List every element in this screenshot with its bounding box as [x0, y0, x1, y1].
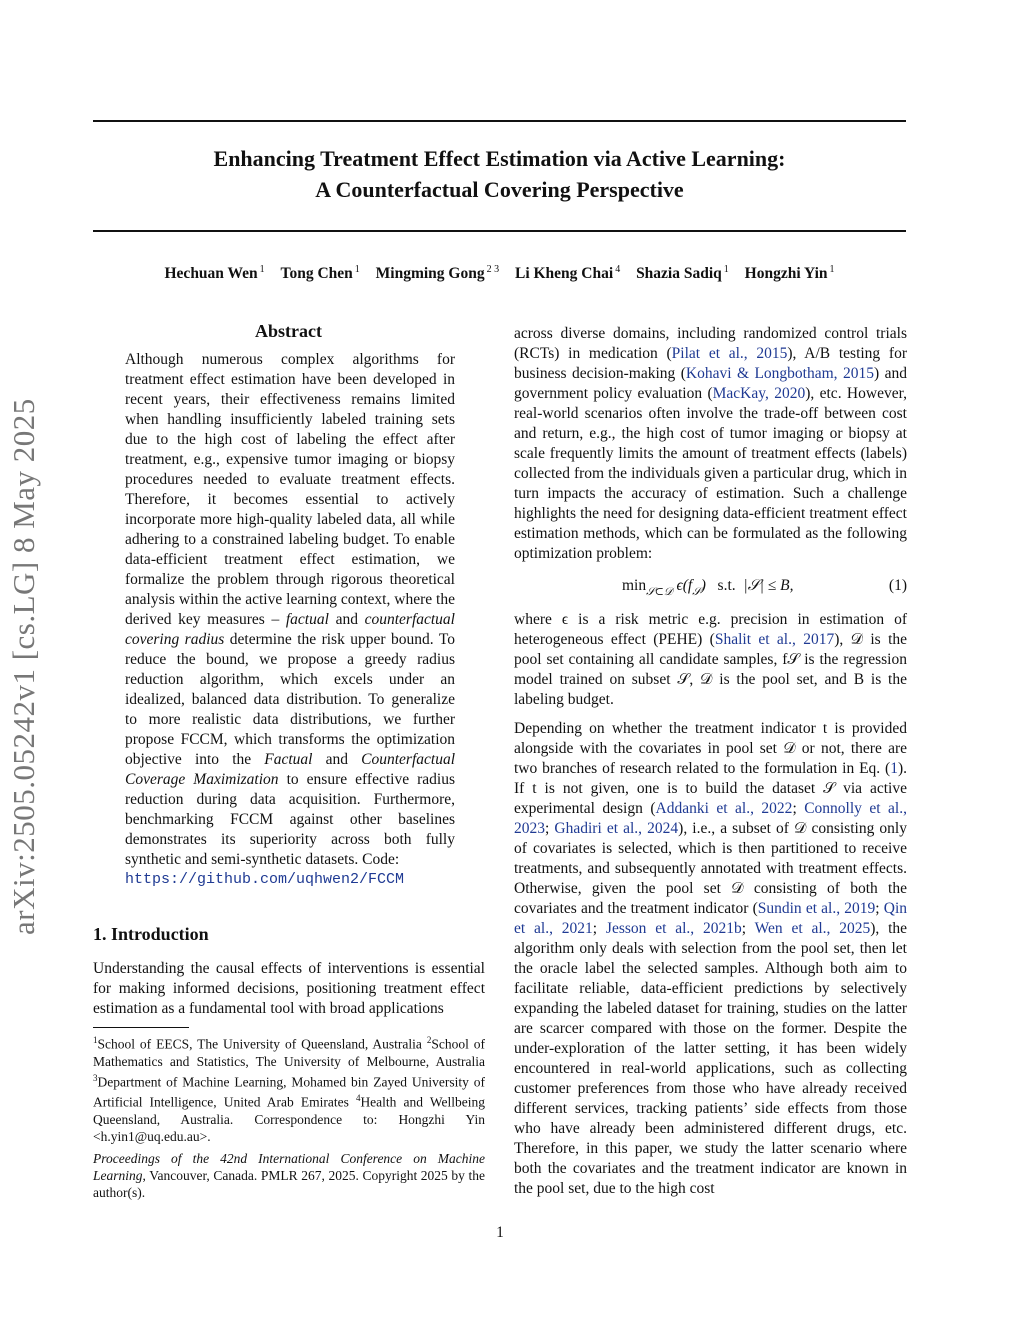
author: Mingming Gong $^{2 3}$ — [375, 264, 500, 283]
proceedings-note: Proceedings of the 42nd International Conference on Machine Learning, Vancouver, Canada. PMLR 267, 2025. Copyright 2025 by the author(s). — [93, 1151, 485, 1200]
citation-link[interactable]: Wen et al., 2025 — [754, 920, 871, 937]
title-rule-bottom — [93, 230, 906, 232]
citation-link[interactable]: Connolly et al., 2023 — [514, 800, 907, 837]
paper-title — [93, 143, 906, 205]
citation-link[interactable]: Shalit et al., 2017 — [714, 631, 835, 648]
citation-link[interactable]: Addanki et al., 2022 — [655, 800, 793, 817]
intro-paragraph-right-3: Depending on whether the treatment indicator t is provided alongside with the covariates in pool set 𝒟 or not, there are two branches of research related to the formulation in Eq. (1). If t is not given, one is to build the dataset 𝒮 via active experimental design (Addanki et al., 2022; Connolly et al., 2023; Ghadiri et al., 2024), i.e., a subset of 𝒟 consisting only of covariates is selected, which is then partitioned to receive treatments, and subsequently annotated with treatment effects. Otherwise, given the pool set 𝒟 consisting of both the covariates and the treatment indicator (Sundin et al., 2019; Qin et al., 2021; Jesson et al., 2021b; Wen et al., 2025), the algorithm only deals with selection from the pool set, then let the oracle label the selected samples. Although both aim to facilitate reliable, data-efficient predictions by selectively expanding the labeled dataset for training, studies on the latter are scarcer compared with those on the former. Despite the under-exploration of the latter setting, it has been widely encountered in real-world applications, such as collecting customer preferences from those who have already received different services, tracking patients’ side effects from those who have already been administered different drugs, etc. Therefore, in this paper, we study the latter scenario where both the covariates and the treatment indicator are known in the pool set, due to the high cost — [514, 720, 908, 1197]
citation-link[interactable]: Kohavi & Longbotham, 2015 — [685, 365, 874, 382]
citation-link[interactable]: Jesson et al., 2021b — [605, 920, 742, 937]
author-list — [93, 264, 906, 283]
equation-1 — [514, 570, 907, 608]
citation-link[interactable]: Qin et al., 2021 — [514, 900, 907, 937]
footnote-rule — [93, 1027, 189, 1028]
equation-body: $\min_{𝒮\subset 𝒟} \epsilon(f_𝒮)$ s.t. |𝒮| ≤ B, — [622, 577, 794, 598]
affiliation-footnote: $^1$School of EECS, The University of Queensland, Australia $^2$School of Mathematics and Statistics, The University of Melbourne, Australia $^3$Department of Machine Learning, Mohamed bin Zayed University of Artificial Intelligence, United Arab Emirates $^4$Health and Wellbeing Queensland, Australia. Correspondence to: Hongzhi Yin <h.yin1@uq.edu.au>. — [93, 1035, 485, 1144]
equation-number: (1) — [888, 577, 907, 594]
title-rule-top — [93, 120, 906, 122]
code-link[interactable]: https://github.com/uqhwen2/FCCM — [125, 871, 405, 888]
author: Shazia Sadiq $^1$ — [636, 264, 729, 283]
citation-link[interactable]: Sundin et al., 2019 — [757, 900, 876, 917]
intro-paragraph-left: Understanding the causal effects of interventions is essential for making informed decisions, positioning treatment effect estimation as a fundamental tool with broad applications — [93, 960, 485, 1017]
equation-ref-link[interactable]: 1 — [890, 760, 898, 777]
citation-link[interactable]: Ghadiri et al., 2024 — [554, 820, 679, 837]
abstract-heading: Abstract — [255, 321, 322, 341]
title-line-1: Enhancing Treatment Effect Estimation via Active Learning: — [213, 146, 786, 171]
page-number: 1 — [496, 1224, 504, 1241]
citation-link[interactable]: Pilat et al., 2015 — [671, 345, 788, 362]
author: Hongzhi Yin $^1$ — [744, 264, 835, 283]
title-line-2: A Counterfactual Covering Perspective — [315, 177, 684, 202]
intro-paragraph-right-1: across diverse domains, including randomized control trials (RCTs) in medication (Pilat et al., 2015), A/B testing for business decision-making (Kohavi & Longbotham, 2015) and government policy evaluation (MacKay, 2020), etc. However, real-world scenarios often involve the trade-off between cost and return, e.g., the high cost of tumor imaging or biopsy at scale frequently limits the amount of treatment effects (labels) collected from the individuals given a particular drug, which in turn impacts the accuracy of estimation. Such a challenge highlights the need for designing data-efficient treatment effect estimation methods, which can be formulated as the following optimization problem: — [514, 325, 907, 562]
abstract-text: Although numerous complex algorithms for treatment effect estimation have been developed in recent years, their effectiveness remains limited when handling insufficiently labeled training sets due to the high cost of labeling the effect after treatment, e.g., expensive tumor imaging or biopsy procedures needed to evaluate treatment effects. Therefore, it becomes essential to actively incorporate more high-quality labeled data, all while adhering to a constrained labeling budget. To enable data-efficient treatment effect estimation, we formalize the problem through rigorous theoretical analysis within the active learning context, where the derived key measures – factual and counterfactual covering radius determine the risk upper bound. To reduce the bound, we propose a greedy radius reduction algorithm, which excels under an idealized, balanced data distribution. To generalize to more realistic data distributions, we further propose FCCM, which transforms the optimization objective into the Factual and Counterfactual Coverage Maximization to ensure effective radius reduction during data acquisition. Furthermore, benchmarking FCCM against other baselines demonstrates its superiority across both fully synthetic and semi-synthetic datasets. Code: https://github.com/uqhwen2/FCCM — [125, 351, 455, 888]
author: Li Kheng Chai $^4$ — [514, 264, 621, 283]
intro-paragraph-right-2: where ϵ is a risk metric e.g. precision in estimation of heterogeneous effect (PEHE) (Shalit et al., 2017), 𝒟 is the pool set containing all candidate samples, f𝒮 is the regression model trained on subset 𝒮, 𝒟 is the pool set, and B is the labeling budget. — [514, 611, 908, 708]
right-column — [514, 324, 907, 1199]
arxiv-identifier: arXiv:2505.05242v1 [cs.LG] 8 May 2025 — [6, 398, 41, 935]
citation-link[interactable]: MacKay, 2020 — [712, 385, 806, 402]
section-heading-introduction: 1. Introduction — [93, 924, 209, 944]
author: Hechuan Wen $^1$ — [164, 264, 265, 283]
author: Tong Chen $^1$ — [280, 264, 360, 283]
